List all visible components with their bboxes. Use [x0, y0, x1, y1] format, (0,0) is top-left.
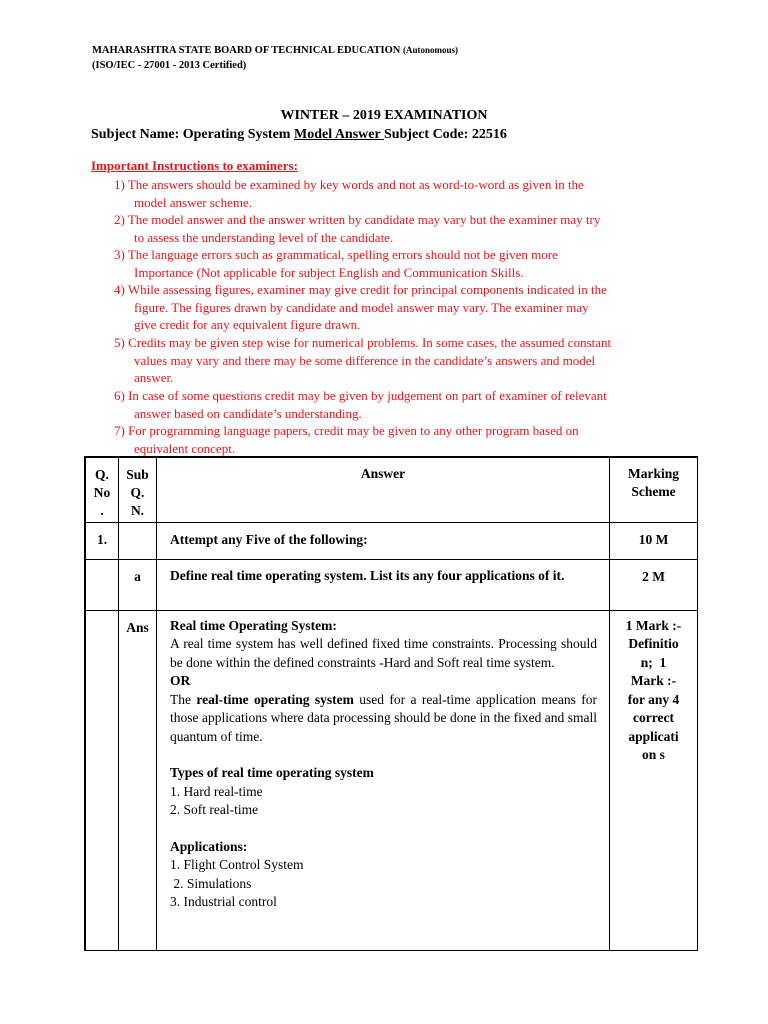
- question-text: Define real time operating system. List its any four applications of it.: [170, 567, 565, 583]
- subq-label: a: [134, 568, 141, 584]
- question-number-cell: [85, 559, 119, 610]
- subject-line: [91, 127, 507, 143]
- col-header-answer: [157, 457, 610, 522]
- answer-paragraph: A real time system has well defined fixed time constraints. Processing should be done within the defined constraints -Hard and Soft real time system.: [170, 636, 597, 670]
- answer-table: [84, 456, 698, 951]
- instruction-1: [114, 176, 674, 211]
- text-span: The: [170, 691, 197, 707]
- instruction-4: [114, 281, 648, 334]
- or-label: OR: [170, 673, 191, 688]
- col-header-qno: [85, 457, 119, 522]
- instruction-line: 5) Credits may be given step wise for numerical problems. In some cases, the assumed constant: [114, 335, 612, 350]
- marks-value: 10 M: [638, 531, 669, 547]
- answer-label: Ans: [126, 619, 149, 635]
- header-text: Q.: [95, 467, 109, 482]
- table-header-row: [85, 457, 698, 522]
- list-item: 1. Flight Control System: [170, 857, 304, 872]
- subject-name: Subject Name: Operating System: [91, 127, 294, 142]
- question-cell: [157, 522, 610, 559]
- instruction-line: to assess the understanding level of the candidate.: [134, 229, 394, 245]
- instruction-line: answer based on candidate’s understanding.: [134, 405, 362, 421]
- col-header-marking: [610, 457, 698, 522]
- instruction-3: [114, 246, 674, 281]
- marks-cell: [610, 522, 698, 559]
- col-header-subq: [119, 457, 157, 522]
- answer-body: [157, 611, 609, 912]
- answer-cell: [157, 610, 610, 950]
- list-item: 2. Simulations: [170, 875, 252, 891]
- question-number-cell: [85, 610, 119, 950]
- subq-cell: [119, 610, 157, 950]
- header-text: Answer: [360, 466, 406, 481]
- instruction-line: give credit for any equivalent figure drawn.: [134, 317, 361, 332]
- marking-line: correct: [633, 710, 674, 725]
- instruction-7: [114, 422, 674, 457]
- header-text: No: [93, 485, 111, 500]
- marking-scheme: [610, 611, 697, 765]
- header-text: Sub: [126, 467, 149, 482]
- instruction-line: values may vary and there may be some difference in the candidate’s answers and model: [134, 352, 596, 368]
- subject-code: Subject Code: 22516: [383, 127, 507, 142]
- marking-line: Mark :-: [630, 673, 677, 688]
- table-row: [85, 610, 698, 950]
- marks-cell: [610, 559, 698, 610]
- instruction-line: 7) For programming language papers, credit may be given to any other program based on: [114, 423, 579, 438]
- answer-heading: Real time Operating System:: [170, 617, 337, 633]
- applications-heading: Applications:: [170, 838, 248, 854]
- instructions-heading: Important Instructions to examiners:: [91, 158, 298, 173]
- header-text: Q.: [130, 485, 145, 500]
- question-number-cell: [85, 522, 119, 559]
- instruction-line: 2) The model answer and the answer written by candidate may vary but the examiner may try: [114, 212, 601, 227]
- board-title: MAHARASHTRA STATE BOARD OF TECHNICAL EDUCATION: [92, 45, 401, 56]
- instruction-5: [114, 334, 648, 387]
- instruction-line: 3) The language errors such as grammatical, spelling errors should not be given more: [114, 247, 558, 262]
- autonomous-label: (Autonomous): [402, 45, 458, 55]
- marks-value: 2 M: [642, 568, 665, 584]
- text-span: real-time operating system: [196, 691, 354, 707]
- table-row: [85, 522, 698, 559]
- subq-cell: [119, 522, 157, 559]
- marking-line: Definitio: [628, 636, 679, 651]
- instruction-line: figure. The figures drawn by candidate and model answer may vary. The examiner may: [134, 299, 589, 315]
- answer-paragraph: [170, 691, 597, 747]
- question-number: 1.: [96, 531, 108, 547]
- header-text: Scheme: [631, 484, 676, 499]
- instruction-line: Importance (Not applicable for subject English and Communication Skills.: [134, 264, 524, 280]
- question-cell: [157, 559, 610, 610]
- instruction-2: [114, 211, 674, 246]
- instruction-line: equivalent concept.: [134, 440, 236, 456]
- table-row: [85, 559, 698, 610]
- marking-line: applicati: [628, 728, 679, 744]
- instruction-line: 4) While assessing figures, examiner may give credit for principal components indicated in the: [114, 282, 607, 297]
- model-answer-label: Model Answer: [293, 127, 384, 142]
- question-text: Attempt any Five of the following:: [170, 531, 368, 547]
- marks-cell: [610, 610, 698, 950]
- header-text: Marking: [627, 466, 679, 481]
- header-text: N.: [130, 503, 145, 518]
- list-item: 3. Industrial control: [170, 894, 277, 909]
- certification: (ISO/IEC - 27001 - 2013 Certified): [92, 60, 247, 71]
- text-span: used for a real-time application means for those applications where data processing should be done in the fixed and small quantum of time.: [170, 691, 597, 744]
- instruction-line: 1) The answers should be examined by key words and not as word-to-word as given in the: [114, 177, 584, 192]
- marking-line: for any 4: [627, 691, 680, 707]
- subq-cell: [119, 559, 157, 610]
- types-heading: Types of real time operating system: [170, 765, 374, 780]
- marking-line: 1 Mark :-: [625, 617, 682, 633]
- board-name: [92, 45, 458, 56]
- instruction-line: 6) In case of some questions credit may be given by judgement on part of examiner of relevant: [114, 388, 607, 403]
- marking-line: on s: [642, 747, 665, 762]
- header-text: .: [100, 503, 104, 518]
- instruction-line: answer.: [134, 370, 174, 385]
- instruction-line: model answer scheme.: [134, 194, 253, 210]
- list-item: 2. Soft real-time: [170, 802, 259, 817]
- marking-line: n; 1: [640, 654, 667, 670]
- list-item: 1. Hard real-time: [170, 783, 263, 799]
- instruction-6: [114, 387, 674, 422]
- exam-title: WINTER – 2019 EXAMINATION: [280, 108, 488, 123]
